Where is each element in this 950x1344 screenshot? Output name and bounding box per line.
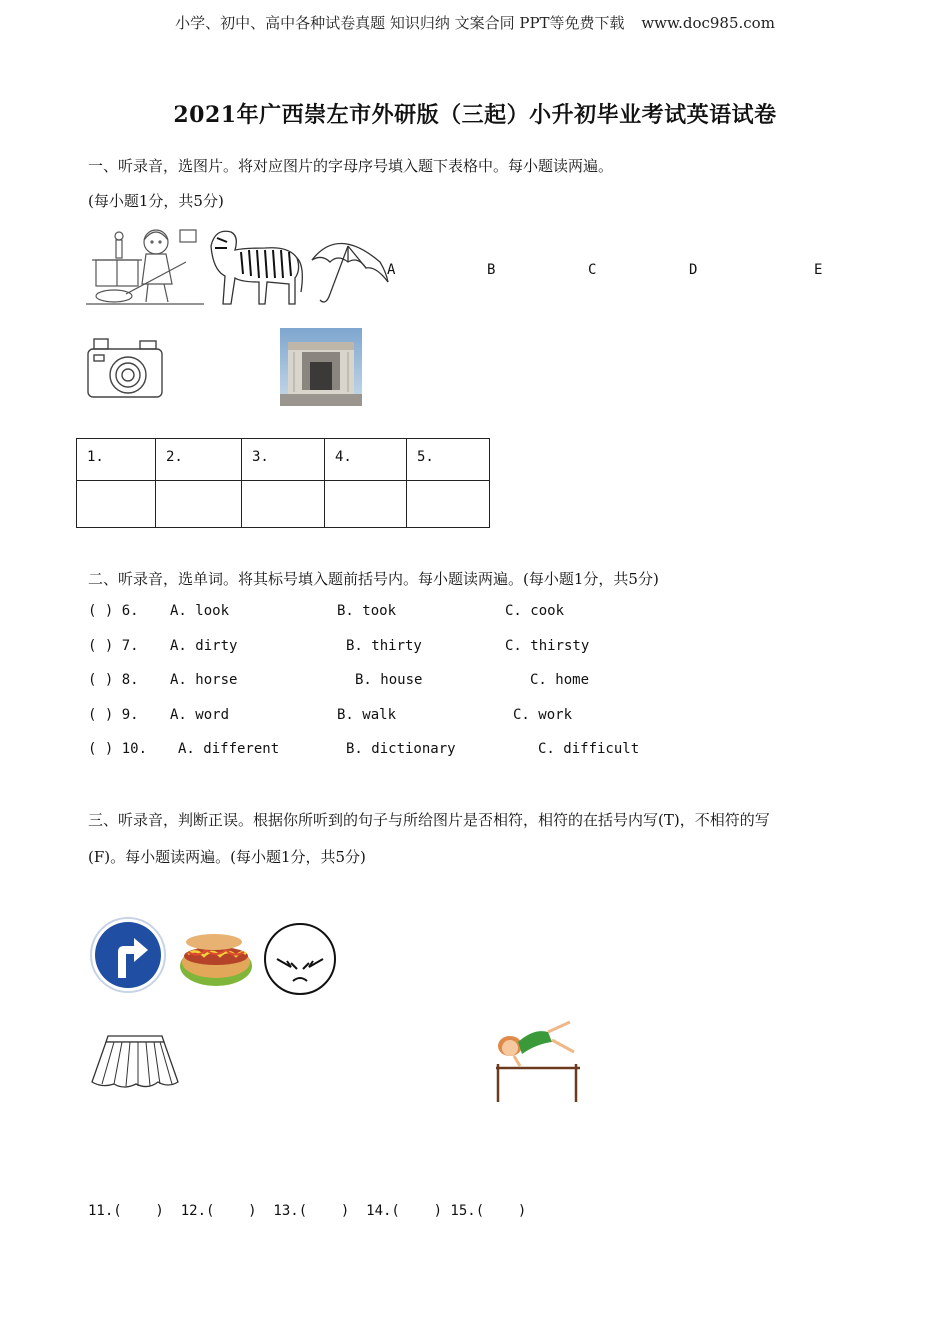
question-6-option-a: A. look xyxy=(170,603,230,619)
turn-right-sign-picture xyxy=(88,916,168,994)
question-7-number: ( ) 7. xyxy=(88,638,139,654)
question-7-option-c: C. thirsty xyxy=(505,638,590,654)
answer-cell[interactable] xyxy=(407,481,490,528)
high-jump-picture xyxy=(490,1018,584,1104)
skirt-picture xyxy=(88,1032,182,1092)
section3-answer-line[interactable]: 11.( ) 12.( ) 13.( ) 14.( ) 15.( ) xyxy=(88,1203,527,1219)
answer-table-section1 xyxy=(76,438,490,528)
question-10-option-b: B. dictionary xyxy=(346,741,456,757)
answer-cell[interactable] xyxy=(77,481,156,528)
section1-heading: 一、听录音，选图片。将对应图片的字母序号填入题下表格中。每小题读两遍。 xyxy=(88,157,614,175)
question-9-option-a: A. word xyxy=(170,707,230,723)
tiger-picture xyxy=(205,226,305,308)
page-title: 2021年广西崇左市外研版（三起）小升初毕业考试英语试卷 xyxy=(173,102,777,128)
question-8-option-a: A. horse xyxy=(170,672,238,688)
question-6-option-c: C. cook xyxy=(505,603,565,619)
option-letter-d: D xyxy=(689,262,698,278)
option-letter-c: C xyxy=(588,262,597,278)
option-letter-a: A xyxy=(387,262,396,278)
option-letter-e: E xyxy=(814,262,823,278)
girl-sweeping-picture xyxy=(86,222,204,308)
section1-note: (每小题1分，共5分) xyxy=(88,192,224,210)
camera-picture xyxy=(84,333,166,407)
question-9-option-b: B. walk xyxy=(337,707,397,723)
question-10-option-c: C. difficult xyxy=(538,741,640,757)
section2-heading: 二、听录音，选单词。将其标号填入题前括号内。每小题读两遍。(每小题1分，共5分) xyxy=(88,570,659,588)
table-header-cell: 3. xyxy=(242,439,325,481)
question-8-option-b: B. house xyxy=(355,672,423,688)
header-site-desc: 小学、初中、高中各种试卷真题 知识归纳 文案合同 PPT等免费下载 xyxy=(175,14,625,32)
question-10-option-a: A. different xyxy=(178,741,280,757)
section3-heading-line2: (F)。每小题读两遍。(每小题1分，共5分) xyxy=(88,848,366,866)
page-header xyxy=(0,12,950,33)
question-9-option-c: C. work xyxy=(513,707,573,723)
question-9-number: ( ) 9. xyxy=(88,707,139,723)
table-header-cell: 1. xyxy=(77,439,156,481)
answer-cell[interactable] xyxy=(325,481,407,528)
angry-face-picture xyxy=(261,921,339,997)
table-header-cell: 2. xyxy=(156,439,242,481)
option-letter-b: B xyxy=(487,262,496,278)
library-building-picture xyxy=(280,328,362,406)
question-6-number: ( ) 6. xyxy=(88,603,139,619)
answer-cell[interactable] xyxy=(156,481,242,528)
question-8-option-c: C. home xyxy=(530,672,590,688)
table-header-cell: 4. xyxy=(325,439,407,481)
question-7-option-a: A. dirty xyxy=(170,638,238,654)
question-6-option-b: B. took xyxy=(337,603,397,619)
table-header-cell: 5. xyxy=(407,439,490,481)
section3-heading-line1: 三、听录音，判断正误。根据你所听到的句子与所给图片是否相符，相符的在括号内写(T)，不相符的写 xyxy=(88,811,770,829)
question-8-number: ( ) 8. xyxy=(88,672,139,688)
umbrella-picture xyxy=(308,232,392,308)
question-10-number: ( ) 10. xyxy=(88,741,148,757)
question-7-option-b: B. thirty xyxy=(346,638,422,654)
header-url[interactable]: www.doc985.com xyxy=(641,14,775,32)
hot-dog-picture xyxy=(176,922,256,994)
answer-cell[interactable] xyxy=(242,481,325,528)
